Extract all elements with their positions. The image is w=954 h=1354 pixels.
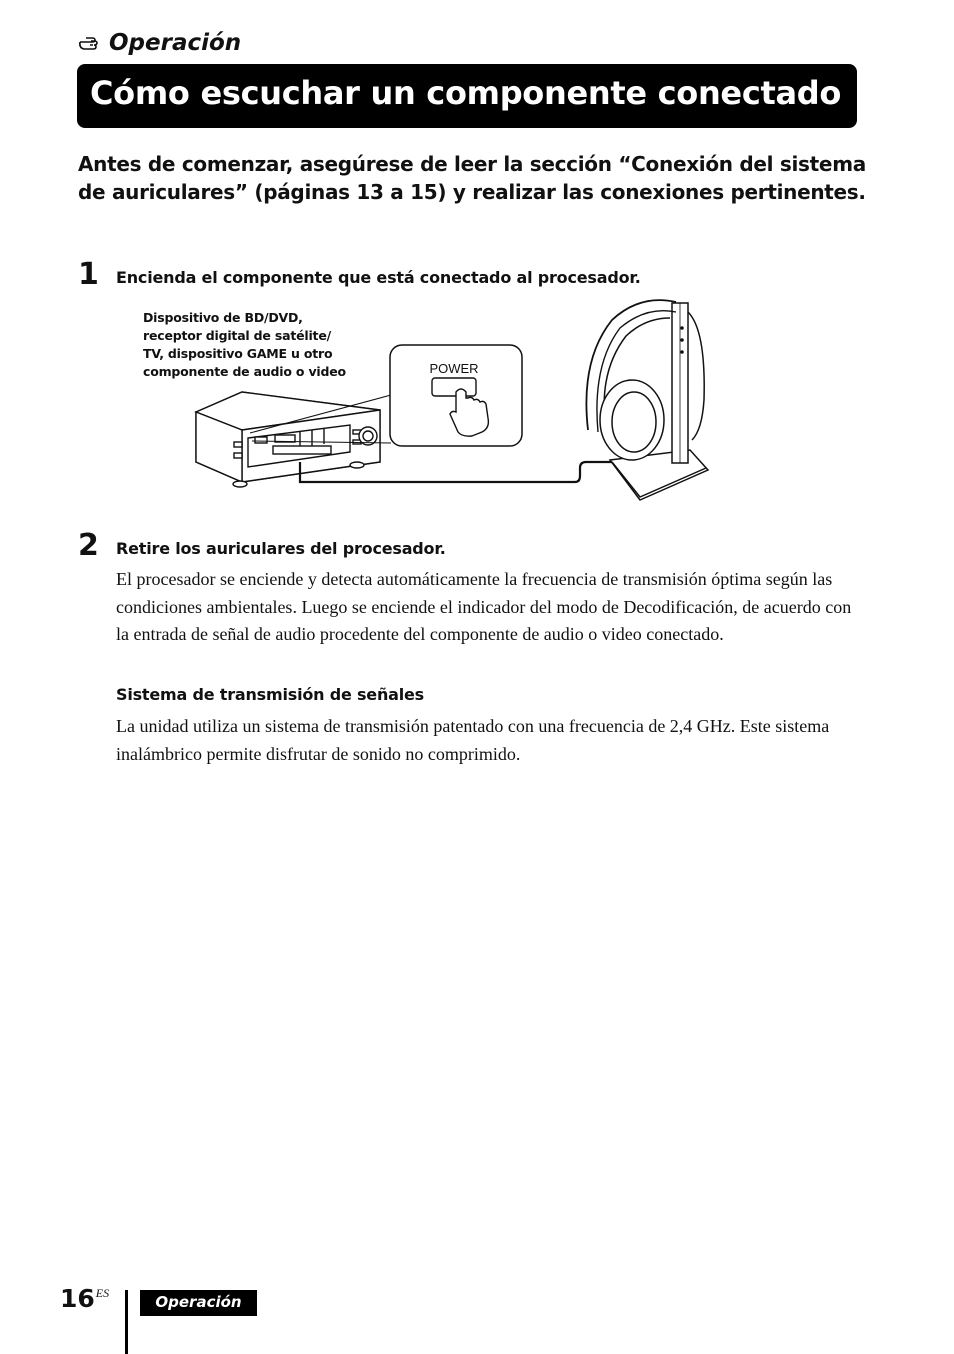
connection-illustration — [0, 0, 954, 520]
device-label-line: receptor digital de satélite/ — [143, 328, 331, 343]
footer-divider — [125, 1290, 128, 1354]
power-button — [432, 378, 476, 396]
subsection-title: Sistema de transmisión de señales — [116, 685, 425, 704]
intro-paragraph: Antes de comenzar, asegúrese de leer la sección “Conexión del sistema de auriculares” (páginas 13 a 15) y realizar las conexiones pertinentes. — [78, 152, 866, 204]
step-2-number: 2 — [78, 528, 99, 563]
step-2-title: Retire los auriculares del procesador. — [116, 539, 446, 558]
page-number — [60, 1284, 109, 1313]
page-number-value: 16 — [60, 1284, 95, 1313]
step-2-body: El procesador se enciende y detecta automáticamente la frecuencia de transmisión óptima según las condiciones ambientales. Luego se enciende el indicador del modo de Decodificación, de acuerdo con la entrada de señal de audio procedente del componente de audio o video conectado. — [116, 569, 852, 644]
subsection-body: La unidad utiliza un sistema de transmisión patentado con una frecuencia de 2,4 GHz. Este sistema inalámbrico permite disfrutar de sonido no comprimido. — [116, 716, 830, 764]
step-1-number: 1 — [78, 257, 99, 292]
section-label-text: Operación — [109, 30, 242, 56]
av-component-illustration — [196, 392, 380, 487]
device-label-line: componente de audio o video — [143, 364, 346, 379]
device-label-line: TV, dispositivo GAME u otro — [143, 346, 333, 361]
language-code: ES — [95, 1286, 110, 1300]
power-label: POWER — [429, 361, 479, 376]
step-1-title: Encienda el componente que está conectado al procesador. — [116, 268, 641, 287]
headphones-on-processor-illustration — [586, 300, 708, 500]
device-label-line: Dispositivo de BD/DVD, — [143, 310, 303, 325]
page-title: Cómo escuchar un componente conectado — [90, 74, 842, 112]
footer-section-tab: Operación — [140, 1290, 257, 1316]
